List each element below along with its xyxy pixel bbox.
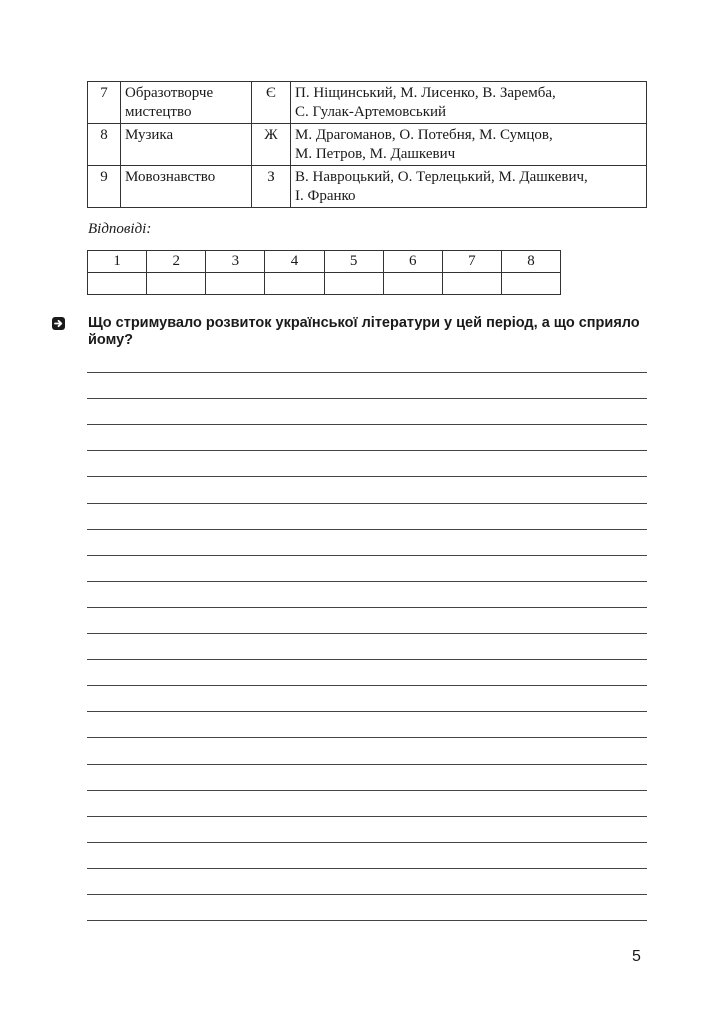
writing-line[interactable]: [87, 685, 647, 686]
names-cell-line: В. Навроцький, О. Терлецький, М. Дашкевич,: [295, 169, 588, 185]
question-text: Що стримувало розвиток української літератури у цей період, а що сприяло йому?: [88, 315, 640, 348]
answer-number-cell: 1: [88, 251, 147, 273]
writing-line[interactable]: [87, 581, 647, 582]
subject-cell-line: мистецтво: [125, 104, 192, 120]
writing-line[interactable]: [87, 920, 647, 921]
writing-line[interactable]: [87, 894, 647, 895]
names-cell: [291, 82, 647, 124]
writing-line[interactable]: [87, 764, 647, 765]
writing-line[interactable]: [87, 555, 647, 556]
writing-line[interactable]: [87, 607, 647, 608]
names-cell: [291, 166, 647, 208]
writing-line[interactable]: [87, 790, 647, 791]
answer-number-cell: 4: [265, 251, 324, 273]
answers-input-row: [88, 273, 561, 295]
writing-line[interactable]: [87, 398, 647, 399]
names-cell-line: М. Петров, М. Дашкевич: [295, 146, 456, 162]
writing-line[interactable]: [87, 737, 647, 738]
answer-input-cell[interactable]: [324, 273, 383, 295]
subject-cell: [121, 82, 252, 124]
answer-number-cell: 8: [501, 251, 560, 273]
row-number: 8: [88, 124, 121, 166]
writing-line[interactable]: [87, 372, 647, 373]
letter-cell: Є: [252, 82, 291, 124]
table-row: [88, 166, 647, 208]
writing-line[interactable]: [87, 711, 647, 712]
answer-input-cell[interactable]: [88, 273, 147, 295]
table-row: [88, 82, 647, 124]
answer-input-cell[interactable]: [265, 273, 324, 295]
writing-line[interactable]: [87, 816, 647, 817]
names-cell-line: М. Драгоманов, О. Потебня, М. Сумцов,: [295, 127, 553, 143]
writing-line[interactable]: [87, 450, 647, 451]
letter-cell: Ж: [252, 124, 291, 166]
names-cell-line: С. Гулак-Артемовський: [295, 104, 447, 120]
answer-number-cell: 6: [383, 251, 442, 273]
answers-label: Відповіді:: [88, 221, 152, 237]
names-cell-line: П. Ніщинський, М. Лисенко, В. Заремба,: [295, 85, 556, 101]
subject-cell-line: Музика: [125, 127, 174, 143]
answers-table: [87, 250, 561, 295]
names-cell-line: І. Франко: [295, 188, 356, 204]
writing-line[interactable]: [87, 476, 647, 477]
names-cell: [291, 124, 647, 166]
answer-number-cell: 3: [206, 251, 265, 273]
table-row: [88, 124, 647, 166]
row-number: 7: [88, 82, 121, 124]
answers-header-row: [88, 251, 561, 273]
answer-number-cell: 2: [147, 251, 206, 273]
writing-line[interactable]: [87, 529, 647, 530]
writing-line[interactable]: [87, 868, 647, 869]
writing-line[interactable]: [87, 659, 647, 660]
subject-cell: [121, 124, 252, 166]
writing-line[interactable]: [87, 633, 647, 634]
answer-input-cell[interactable]: [501, 273, 560, 295]
writing-line[interactable]: [87, 842, 647, 843]
answer-input-cell[interactable]: [147, 273, 206, 295]
answer-number-cell: 7: [442, 251, 501, 273]
letter-cell: З: [252, 166, 291, 208]
writing-line[interactable]: [87, 503, 647, 504]
arrow-right-icon: [52, 317, 65, 330]
matching-table: [87, 81, 647, 208]
subject-cell: [121, 166, 252, 208]
answer-input-cell[interactable]: [206, 273, 265, 295]
row-number: 9: [88, 166, 121, 208]
answer-number-cell: 5: [324, 251, 383, 273]
answer-input-cell[interactable]: [442, 273, 501, 295]
answer-input-cell[interactable]: [383, 273, 442, 295]
page-number: 5: [632, 948, 641, 965]
writing-line[interactable]: [87, 424, 647, 425]
subject-cell-line: Образотворче: [125, 85, 214, 101]
subject-cell-line: Мовознавство: [125, 169, 216, 185]
